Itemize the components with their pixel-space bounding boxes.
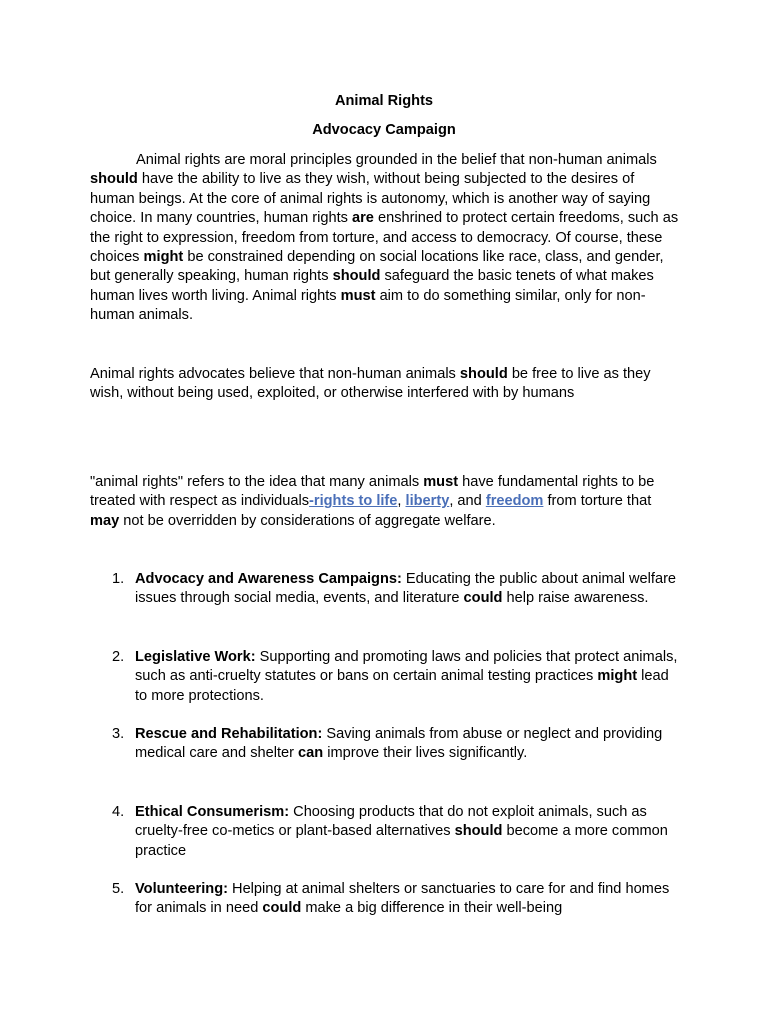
text-run: "animal rights" refers to the idea that many animals [90, 474, 424, 490]
list-number: 2. [112, 649, 125, 665]
text-run: Saving animals from abuse or neglect and providing medical care and shelter [135, 726, 663, 762]
modal-word: may [90, 512, 120, 529]
text-run: improve their lives significantly. [323, 745, 528, 762]
modal-word: might [143, 249, 184, 266]
list-number: 3. [112, 726, 125, 742]
list-item-text [135, 803, 680, 861]
text-run: Supporting and promoting laws and policies that protect animals, such as anti-cruelty statutes or bans on certain animal testing practices [135, 649, 678, 685]
text-run: have fundamental rights to be treated with respect as individuals [90, 474, 655, 510]
list-number: 4. [112, 804, 125, 820]
document-title: Animal Rights [334, 93, 434, 109]
text-run: aim to do something similar, only for non-human animals. [90, 287, 646, 324]
document-subtitle: Advocacy Campaign [312, 122, 456, 138]
modal-word: are [352, 210, 374, 227]
modal-word: must [340, 287, 376, 304]
text-run: not be overridden by considerations of aggregate welfare. [119, 512, 496, 529]
text-run: from torture that [543, 493, 652, 510]
modal-word: could [463, 590, 503, 607]
link-liberty[interactable]: liberty [405, 493, 450, 510]
text-run: Animal rights advocates believe that non-human animals [90, 366, 460, 382]
paragraph-intro [90, 151, 680, 326]
text-run: enshrined to protect certain freedoms, such as the right to expression, freedom from torture, and access to democracy. Of course, these choices [90, 210, 679, 266]
modal-word: should [90, 171, 138, 188]
text-run: Educating the public about animal welfare issues through social media, events, and literature [135, 571, 677, 607]
list-item-heading: Legislative Work: [135, 649, 256, 665]
list-item-text [135, 725, 680, 764]
text-run: safeguard the basic tenets of what makes human lives worth living. Animal rights [90, 268, 654, 304]
text-run: help raise awareness. [502, 590, 649, 607]
modal-word: must [423, 474, 459, 490]
modal-word: can [298, 745, 324, 762]
text-run: make a big difference in their well-being [301, 900, 563, 917]
text-run: Helping at animal shelters or sanctuaries to care for and find homes for animals in need [135, 881, 670, 917]
modal-word: should [454, 823, 503, 840]
modal-word: should [332, 268, 381, 285]
list-item-text [135, 648, 680, 706]
list-item-heading: Ethical Consumerism: [135, 804, 290, 820]
text-run: , [397, 493, 406, 510]
text-run: become a more common practice [135, 823, 668, 859]
paragraph-definition [90, 473, 680, 531]
text-run: Choosing products that do not exploit animals, such as cruelty-free co-metics or plant-based alternatives [135, 804, 647, 840]
text-run: have the ability to live as they wish, without being subjected to the desires of human beings. At the core of animal rights is autonomy, which is another way of saying choice. In many countries, human rights [90, 171, 651, 227]
list-item-heading: Rescue and Rehabilitation: [135, 726, 323, 742]
text-run: be constrained depending on social locations like race, class, and gender, but generally speaking, human rights [90, 249, 664, 285]
modal-word: might [597, 668, 638, 685]
modal-word: should [459, 366, 508, 382]
list-number: 5. [112, 881, 125, 897]
list-item-text [135, 880, 680, 919]
link-rights-to-life[interactable]: -rights to life [309, 493, 398, 510]
text-run: Animal rights are moral principles grounded in the belief that non-human animals [136, 152, 657, 168]
text-run: lead to more protections. [135, 668, 669, 704]
paragraph-advocates [90, 365, 680, 404]
list-item-heading: Advocacy and Awareness Campaigns: [135, 571, 402, 587]
list-number: 1. [112, 571, 125, 587]
text-run: be free to live as they wish, without being used, exploited, or otherwise interfered with by humans [90, 366, 651, 402]
list-item-heading: Volunteering: [135, 881, 228, 897]
list-item-text [135, 570, 680, 609]
text-run: , and [449, 493, 486, 510]
modal-word: could [262, 900, 302, 917]
link-freedom[interactable]: freedom [485, 493, 544, 510]
